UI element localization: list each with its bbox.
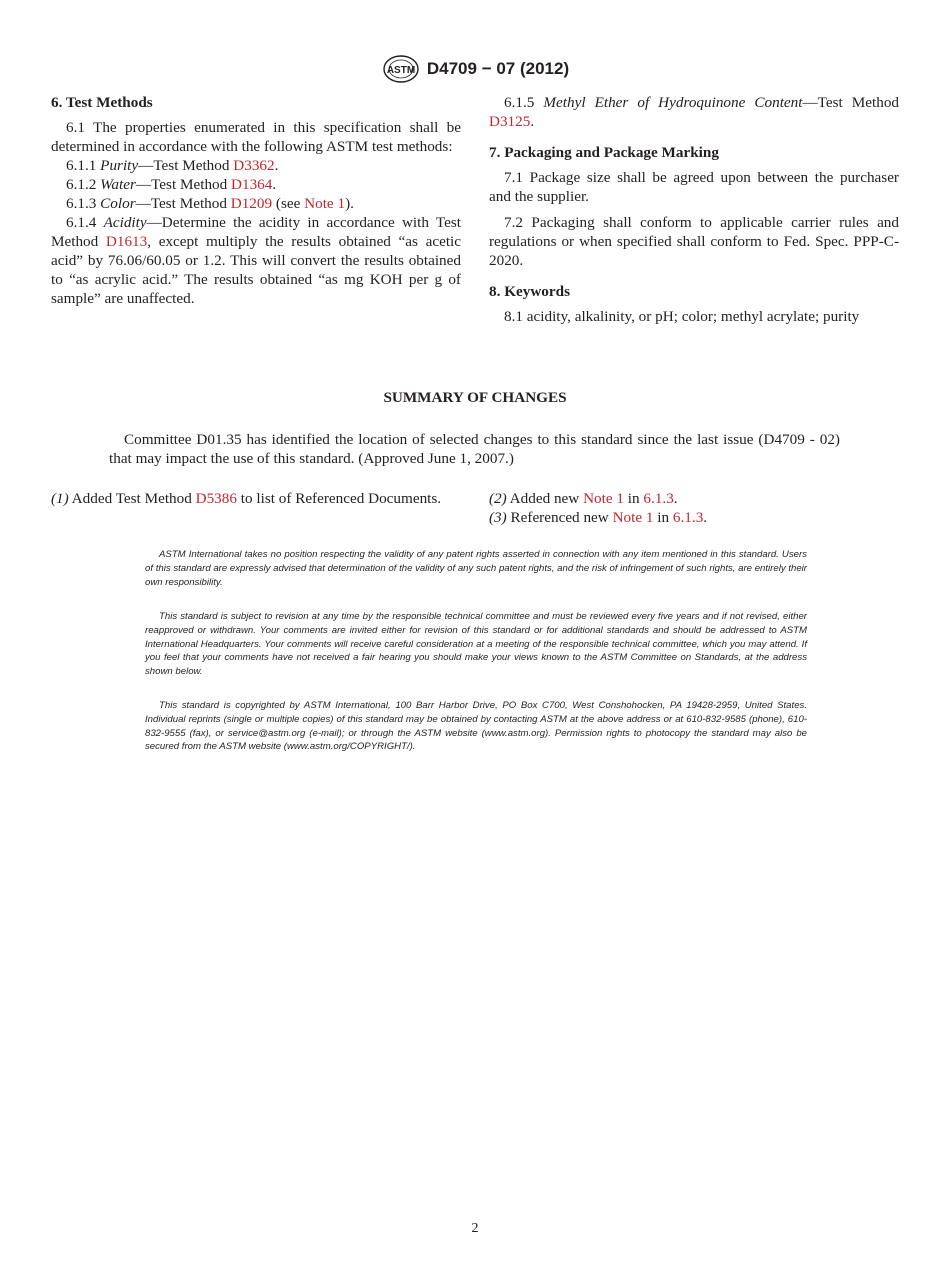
- note-1-link[interactable]: Note 1: [612, 509, 654, 526]
- section-7-heading: 7. Packaging and Package Marking: [489, 144, 719, 161]
- section-6-1-3-link[interactable]: 6.1.3: [672, 509, 704, 526]
- para-6-1-1: 6.1.1 Purity—Test Method D3362.: [66, 157, 279, 174]
- revision-notice: This standard is subject to revision at any time by the responsible technical committee and must be reviewed every five years and if not revised, either reapproved or withdrawn. Your comments are invited either for revision of this standard or for additional standards and should be addressed to ASTM International Headquarters. Your comments will receive careful consideration at a meeting of the responsible technical committee, which you may attend. If you feel that your comments have not received a fair hearing you should make your views known to the ASTM Committee on Standards, at the address shown below.: [145, 611, 807, 678]
- note-1-link[interactable]: Note 1: [304, 195, 346, 212]
- summary-of-changes-title: SUMMARY OF CHANGES: [383, 389, 567, 406]
- left-column: [51, 93, 461, 308]
- changes-list-left: [51, 489, 461, 508]
- page-number: 2: [471, 1221, 479, 1236]
- ref-link-d5386[interactable]: D5386: [195, 490, 237, 507]
- change-item: (1) Added Test Method D5386 to list of Referenced Documents.: [51, 490, 442, 507]
- patent-notice: ASTM International takes no position respecting the validity of any patent rights asserted in connection with any item mentioned in this standard. Users of this standard are expressly advised that determination of the validity of any such patent rights, and the risk of infringement of such rights, are entirely their own responsibility.: [145, 549, 807, 588]
- svg-text:ASTM: ASTM: [386, 65, 416, 76]
- section-6-1-3-link[interactable]: 6.1.3: [643, 490, 674, 507]
- para-7-2: 7.2 Packaging shall conform to applicable carrier rules and regulations or when specified shall conform to Fed. Spec. PPP-C-2020.: [489, 214, 899, 269]
- copyright-notice: This standard is copyrighted by ASTM International, 100 Barr Harbor Drive, PO Box C700, West Conshohocken, PA 19428-2959, United States. Individual reprints (single or multiple copies) of this standard may be obtained by contacting ASTM at the above address or at 610-832-9585 (phone), 610-832-9555 (fax), or service@astm.org (e-mail); or through the ASTM website (www.astm.org). Permission rights to photocopy the standard may also be secured from the ASTM website (www.astm.org/COPYRIGHT/).: [145, 700, 807, 753]
- astm-logo-icon: [381, 54, 421, 84]
- changes-list-right: [489, 489, 899, 527]
- para-7-1: 7.1 Package size shall be agreed upon between the purchaser and the supplier.: [489, 169, 899, 205]
- ref-link-d1613[interactable]: D1613: [105, 233, 148, 250]
- page-header: [0, 54, 950, 84]
- right-column: [489, 93, 899, 326]
- para-6-1-2: 6.1.2 Water—Test Method D1364.: [66, 176, 277, 193]
- ref-link-d3125[interactable]: D3125: [489, 113, 531, 130]
- para-8-1: 8.1 acidity, alkalinity, or pH; color; methyl acrylate; purity: [504, 308, 860, 325]
- ref-link-d1364[interactable]: D1364: [231, 176, 273, 193]
- section-6-heading: 6. Test Methods: [51, 94, 153, 111]
- para-6-1-5: 6.1.5 Methyl Ether of Hydroquinone Content—Test Method D3125.: [489, 94, 900, 130]
- document-designation: D4709 − 07 (2012): [426, 59, 570, 78]
- ref-link-d3362[interactable]: D3362: [233, 157, 275, 174]
- para-6-1: 6.1 The properties enumerated in this specification shall be determined in accordance with the following ASTM test methods:: [51, 119, 461, 155]
- change-item: (3) Referenced new Note 1 in 6.1.3.: [489, 509, 708, 526]
- note-1-link[interactable]: Note 1: [583, 490, 624, 507]
- para-6-1-3: 6.1.3 Color—Test Method D1209 (see Note 1).: [66, 195, 354, 212]
- section-8-heading: 8. Keywords: [489, 283, 570, 300]
- ref-link-d1209[interactable]: D1209: [230, 195, 273, 212]
- change-item: (2) Added new Note 1 in 6.1.3.: [489, 490, 678, 507]
- para-6-1-4: 6.1.4 Acidity—Determine the acidity in accordance with Test Method D1613, except multiply the results obtained “as acetic acid” by 76.06/60.05 or 1.2. This will convert the results obtained to “as acrylic acid.” The results obtained “as mg KOH per g of sample” are unaffected.: [51, 214, 461, 307]
- summary-intro: Committee D01.35 has identified the location of selected changes to this standard since the last issue (D4709 - 02) that may impact the use of this standard. (Approved June 1, 2007.): [109, 431, 840, 467]
